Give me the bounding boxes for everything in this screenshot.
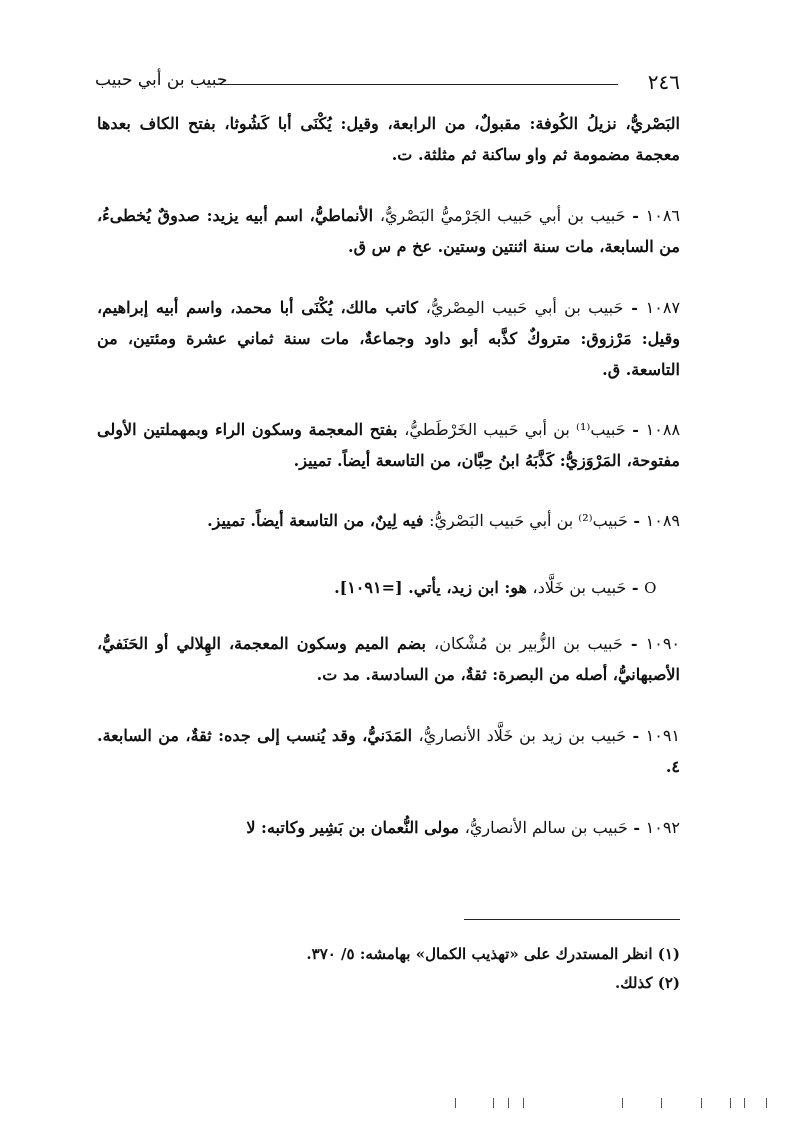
entry-1087: ١٠٨٧ - حَبيب بن أبي حَبيب المِصْريُّ، كاتب مالك، يُكْنَى أبا محمد، واسم أبيه إبراهيم، وقيل: مَرْزوق: متروكٌ كذَّبه أبو داود وجماعةٌ، مات سنة ثماني عشرة ومئتين، من التاسعة. ق.	[97, 298, 681, 379]
entry-name: حَبيب بن سالم الأنصاريُّ،	[464, 818, 628, 837]
footnotes	[97, 940, 680, 998]
entry-1088: ١٠٨٨ - حَبيب⁽¹⁾ بن أبي حَبيب الخَرْطَطيُّ، بفتح المعجمة وسكون الراء وبمهملتين الأولى مفتوحة، المَرْوَزيُّ: كَذَّبَهُ ابنُ حِبَّان، من التاسعة أيضاً. تمييز.	[97, 420, 681, 470]
entry-number: ١٠٨٦	[645, 206, 681, 225]
entry-cross-reference: O - حَبيب بن خَلَّاد، هو: ابن زيد، يأتي. [=١٠٩١].	[334, 578, 657, 597]
entry-name: حَبيب بن خَلَّاد،	[532, 578, 627, 597]
footnote-separator	[464, 919, 680, 920]
scan-mark	[523, 1098, 524, 1108]
entry-number: ١٠٩١	[645, 726, 681, 745]
entry-number: ١٠٩٢	[645, 818, 680, 837]
entry-1092: ١٠٩٢ - حَبيب بن سالم الأنصاريُّ، مولى النُّعمان بن بَشِير وكاتبه: لا	[246, 818, 680, 837]
scan-mark	[744, 1098, 745, 1108]
scan-mark	[730, 1098, 731, 1108]
entry-text: المَدَنيُّ، وقد يُنسب إلى جده: ثقةٌ، من السابعة. ٤.	[97, 726, 680, 776]
entry-number: ١٠٨٩	[645, 511, 680, 530]
entry-name: حَبيب⁽¹⁾ بن أبي حَبيب الخَرْطَطيُّ،	[404, 420, 626, 439]
circle-marker-icon: O	[644, 579, 657, 597]
scan-mark	[493, 1098, 494, 1108]
entry-1086: ١٠٨٦ - حَبيب بن أبي حَبيب الجَرْميُّ البَصْريُّ، الأنماطيُّ، اسم أبيه يزيد: صدوقٌ يُخطىءُ، من السابعة، مات سنة اثنتين وستين. عخ م س ق.	[97, 206, 681, 256]
entry-number: ١٠٨٨	[645, 420, 681, 439]
entry-1089: ١٠٨٩ - حَبيب⁽²⁾ بن أبي حَبيب البَصْريُّ: فيه لِينٌ، من التاسعة أيضاً. تمييز.	[207, 511, 680, 530]
entry-number: ١٠٩٠	[645, 634, 681, 653]
scan-mark	[701, 1098, 702, 1108]
entry-continuation	[97, 108, 680, 170]
entry-name: حَبيب بن أبي حَبيب المِصْريُّ،	[425, 298, 624, 317]
entry-name: حَبيب بن زيد بن خَلَّاد الأنصاريُّ،	[418, 726, 627, 745]
entry-name: حَبيب⁽²⁾ بن أبي حَبيب البَصْريُّ:	[429, 511, 628, 530]
entry-1090: ١٠٩٠ - حَبيب بن الزُّبير بن مُشْكان، بضم الميم وسكون المعجمة، الهِلالي أو الحَنَفيُّ، الأصبهانيُّ، أصله من البصرة: ثقةٌ، من السادسة. مد ت.	[97, 634, 681, 684]
scan-edge-marks	[455, 1098, 775, 1112]
entry-name: حَبيب بن الزُّبير بن مُشْكان،	[434, 634, 623, 653]
entry-text: البَصْريُّ، نزيلُ الكُوفة: مقبولٌ، من الرابعة، وقيل: يُكْنَى أبا كَشُوثا، بفتح الكاف بعدها معجمة مضمومة ثم واو ساكنة ثم مثلثة. ت.	[97, 114, 680, 164]
main-text	[97, 108, 680, 843]
page-number: ٢٤٦	[647, 70, 680, 94]
header-rule	[220, 84, 618, 85]
entry-text: الأنماطيُّ، اسم أبيه يزيد: صدوقٌ يُخطىءُ، من السابعة، مات سنة اثنتين وستين. عخ م س ق.	[97, 206, 680, 256]
entry-text: فيه لِينٌ، من التاسعة أيضاً. تمييز.	[207, 511, 424, 530]
scan-mark	[508, 1098, 509, 1108]
page-header	[95, 68, 680, 98]
entry-name: حَبيب بن أبي حَبيب الجَرْميُّ البَصْريُّ،	[379, 206, 626, 225]
entry-text: كاتب مالك، يُكْنَى أبا محمد، واسم أبيه إبراهيم، وقيل: مَرْزوق: متروكٌ كذَّبه أبو داود وجماعةٌ، مات سنة ثماني عشرة ومئتين، من التاسعة. ق.	[97, 298, 680, 379]
footnote-2: (٢) كذلك.	[615, 974, 680, 992]
entry-text: بضم الميم وسكون المعجمة، الهِلالي أو الحَنَفيُّ، الأصبهانيُّ، أصله من البصرة: ثقةٌ، من السادسة. مد ت.	[97, 634, 680, 684]
entry-text: بفتح المعجمة وسكون الراء وبمهملتين الأولى مفتوحة، المَرْوَزيُّ: كَذَّبَهُ ابنُ حِبَّان، من التاسعة أيضاً. تمييز.	[97, 420, 680, 470]
entry-1091: ١٠٩١ - حَبيب بن زيد بن خَلَّاد الأنصاريُّ، المَدَنيُّ، وقد يُنسب إلى جده: ثقةٌ، من السابعة. ٤.	[97, 726, 681, 776]
entry-number: ١٠٨٧	[645, 298, 681, 317]
scan-mark	[455, 1098, 456, 1108]
scan-mark	[766, 1098, 767, 1108]
scan-mark	[661, 1098, 662, 1108]
scan-mark	[622, 1098, 623, 1108]
footnote-1: (١) انظر المستدرك على «تهذيب الكمال» بهامشه: ٥/ ٣٧٠.	[306, 945, 680, 963]
running-title: حبيب بن أبي حبيب	[95, 70, 228, 90]
entry-text: مولى النُّعمان بن بَشِير وكاتبه: لا	[246, 818, 460, 837]
entry-text: هو: ابن زيد، يأتي. [=١٠٩١].	[334, 578, 527, 597]
